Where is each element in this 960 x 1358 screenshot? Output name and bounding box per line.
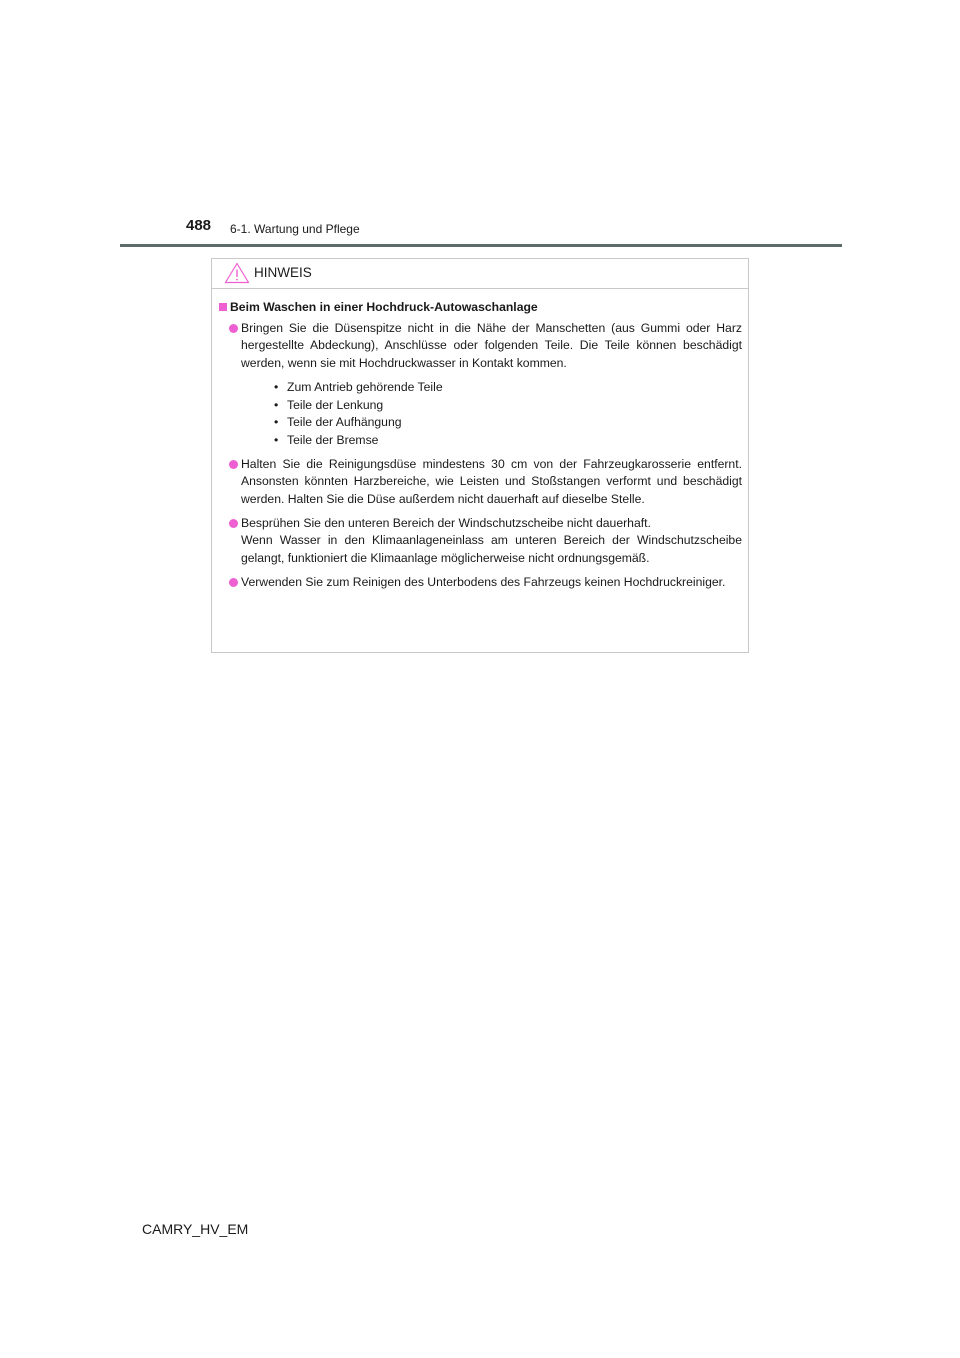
list-item-text: Verwenden Sie zum Reinigen des Unterbodens des Fahrzeugs keinen Hochdruckreiniger.: [241, 574, 726, 589]
list-item: [212, 320, 748, 450]
warning-triangle-icon: [224, 262, 250, 284]
notice-subhead-text: Beim Waschen in einer Hochdruck-Autowaschanlage: [230, 300, 538, 314]
list-item: [212, 456, 748, 509]
circle-bullet-icon: [229, 460, 238, 469]
list-item-text: Besprühen Sie den unteren Bereich der Windschutzscheibe nicht dauerhaft.: [241, 515, 651, 530]
circle-bullet-icon: [229, 324, 238, 333]
circle-bullet-icon: [229, 519, 238, 528]
sub-list-item: • Teile der Bremse: [274, 432, 742, 450]
page-number: 488: [186, 217, 212, 234]
notice-body: [212, 299, 748, 598]
circle-bullet-icon: [229, 578, 238, 587]
notice-label: HINWEIS: [254, 265, 312, 280]
footer-document-code: CAMRY_HV_EM: [142, 1221, 249, 1237]
sub-list-item: • Teile der Lenkung: [274, 397, 742, 415]
sub-list-item: • Teile der Aufhängung: [274, 414, 742, 432]
notice-box: [211, 258, 749, 653]
square-bullet-icon: [219, 303, 227, 311]
list-item-text-continued: Wenn Wasser in den Klimaanlageneinlass am unteren Bereich der Windschutzscheibe gelangt, funktioniert die Klimaanlage möglicherweise nicht ordnungsgemäß.: [241, 533, 742, 566]
sub-list: [274, 379, 742, 450]
list-item-text: Halten Sie die Reinigungsdüse mindestens 30 cm von der Fahrzeugkarosserie entfernt. Ansonsten könnten Harzbereiche, wie Leisten und Stoßstangen verformt und beschädigt werden. Halten Sie die Düse außerdem nicht dauerhaft auf dieselbe Stelle.: [241, 456, 742, 507]
sub-list-item: • Zum Antrieb gehörende Teile: [274, 379, 742, 397]
list-item-text: Bringen Sie die Düsenspitze nicht in die Nähe der Manschetten (aus Gummi oder Harz hergestellte Abdeckung), Anschlüsse oder folgenden Teile. Die Teile können beschädigt werden, wenn sie mit Hochdruckwasser in Kontakt kommen.: [241, 320, 742, 371]
list-item: [212, 574, 748, 592]
header-divider: [120, 244, 842, 247]
notice-header: [212, 259, 748, 289]
notice-subhead: [212, 299, 748, 317]
list-item: [212, 515, 748, 568]
section-title: 6-1. Wartung und Pflege: [230, 222, 360, 236]
